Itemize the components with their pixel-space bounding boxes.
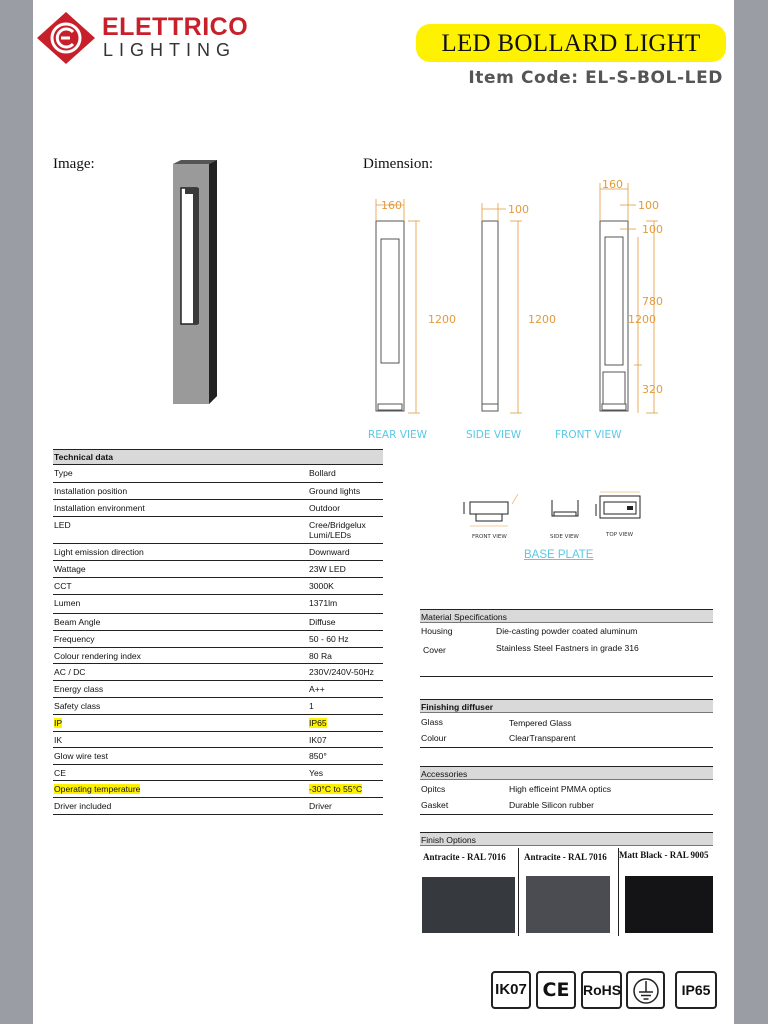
- finish-options-title: Finish Options: [420, 832, 713, 846]
- technical-row-value: A++: [309, 684, 325, 694]
- material-row-key: Housing: [421, 626, 453, 636]
- technical-row-key: Safety class: [54, 701, 101, 711]
- technical-row: [53, 715, 383, 732]
- finish-label: Antracite - RAL 7016: [524, 852, 607, 862]
- accessories-row-key: Gasket: [421, 800, 449, 810]
- divider: [518, 848, 519, 936]
- technical-row-value: 3000K: [309, 581, 334, 591]
- technical-row-value: Yes: [309, 768, 324, 778]
- technical-row-value: 1: [309, 701, 314, 711]
- technical-row-value: Driver: [309, 801, 332, 811]
- finishing-row-value: ClearTransparent: [509, 733, 576, 743]
- divider: [420, 676, 713, 677]
- front-depth-label: 100: [638, 199, 659, 212]
- technical-row-value: 50 - 60 Hz: [309, 634, 349, 644]
- technical-row-key: Energy class: [54, 684, 104, 694]
- technical-row-value: Bollard: [309, 468, 336, 478]
- image-heading: Image:: [53, 156, 95, 172]
- technical-row-key: Colour rendering index: [54, 651, 141, 661]
- technical-row: [53, 517, 383, 544]
- technical-row-key: Glow wire test: [54, 751, 108, 761]
- technical-row: [53, 614, 383, 631]
- accessories-row-key: Opitcs: [421, 784, 446, 794]
- accessories-row-value: High efficeint PMMA optics: [509, 784, 612, 794]
- rear-view-label: REAR VIEW: [368, 429, 428, 441]
- technical-row-key: CCT: [54, 581, 72, 591]
- technical-row-value: Downward: [309, 547, 350, 557]
- ce-cert-icon: CE: [536, 971, 576, 1009]
- finish-swatch: [526, 876, 610, 933]
- technical-row-value: Cree/Bridgelux Lumi/LEDs: [309, 520, 366, 540]
- brand-sub: LIGHTING: [103, 40, 237, 60]
- front-window-label: 780: [642, 295, 663, 308]
- divider: [420, 747, 713, 748]
- technical-row-key: IP: [54, 718, 63, 728]
- bollard-image: [163, 160, 223, 406]
- finish-label: Antracite - RAL 7016: [423, 852, 506, 862]
- front-base-label: 320: [642, 383, 663, 396]
- logo-icon: [37, 12, 95, 64]
- technical-row: [53, 781, 383, 798]
- divider: [618, 848, 619, 936]
- technical-row-value: 23W LED: [309, 564, 346, 574]
- technical-row: [53, 578, 383, 595]
- technical-row-key: Operating temperature: [54, 784, 141, 794]
- item-code: Item Code: EL-S-BOL-LED: [468, 68, 723, 88]
- finish-label: Matt Black - RAL 9005: [619, 850, 709, 860]
- technical-row: [53, 544, 383, 561]
- technical-row-key: AC / DC: [54, 667, 86, 677]
- bp-front-label: FRONT VIEW: [472, 534, 507, 540]
- technical-row: [53, 798, 383, 815]
- finish-swatch: [422, 877, 515, 933]
- technical-row: [53, 483, 383, 500]
- technical-row-value: Diffuse: [309, 617, 336, 627]
- front-depth2-label: 100: [642, 223, 663, 236]
- technical-row-key: Driver included: [54, 801, 112, 811]
- technical-row: [53, 500, 383, 517]
- technical-row: [53, 561, 383, 578]
- technical-row: [53, 732, 383, 748]
- accessories-title: Accessories: [420, 766, 713, 780]
- material-spec-title: Material Specifications: [420, 609, 713, 623]
- bp-side-label: SIDE VIEW: [550, 534, 579, 540]
- material-row-key: Cover: [423, 645, 446, 655]
- technical-row-key: Lumen: [54, 598, 81, 608]
- technical-row-value: Outdoor: [309, 503, 341, 513]
- technical-row-value: Ground lights: [309, 486, 361, 496]
- technical-row: [53, 698, 383, 715]
- technical-row: [53, 648, 383, 664]
- technical-row-value: 1371lm: [309, 598, 338, 608]
- technical-row-key: Wattage: [54, 564, 86, 574]
- product-title: LED BOLLARD LIGHT: [416, 24, 726, 62]
- ik07-cert-icon: IK07: [491, 971, 531, 1009]
- technical-row-value: IP65: [309, 718, 327, 728]
- technical-row-value: 230V/240V-50Hz: [309, 667, 374, 677]
- technical-row-value: 80 Ra: [309, 651, 332, 661]
- technical-row-key: Type: [54, 468, 73, 478]
- technical-row: [53, 748, 383, 765]
- technical-row-key: Installation position: [54, 486, 128, 496]
- finishing-row-value: Tempered Glass: [509, 718, 572, 728]
- rear-height-label: 1200: [428, 313, 456, 326]
- rear-width-label: 160: [381, 199, 402, 212]
- technical-row: [53, 664, 383, 681]
- dimension-heading: Dimension:: [363, 156, 433, 172]
- technical-row-key: IK: [54, 735, 63, 745]
- material-row-value: Stainless Steel Fastners in grade 316: [496, 643, 639, 653]
- side-width-label: 100: [508, 203, 529, 216]
- finishing-title: Finishing diffuser: [420, 699, 713, 713]
- technical-row: [53, 595, 383, 614]
- dimension-drawing: [358, 173, 668, 448]
- technical-row-key: LED: [54, 520, 71, 530]
- technical-row: [53, 681, 383, 698]
- technical-row-key: CE: [54, 768, 66, 778]
- technical-data-table: [53, 449, 383, 815]
- technical-data-title: Technical data: [53, 449, 383, 465]
- accessories-row-value: Durable Silicon rubber: [509, 800, 595, 810]
- ip65-cert-icon: IP65: [675, 971, 717, 1009]
- technical-row-value: 850°: [309, 751, 327, 761]
- divider: [420, 814, 713, 815]
- material-row-value: Die-casting powder coated aluminum: [496, 626, 638, 636]
- brand-name: ELETTRICO: [102, 13, 249, 41]
- front-height-label: 1200: [628, 313, 656, 326]
- front-top-width-label: 160: [602, 178, 623, 191]
- technical-row-key: Light emission direction: [54, 547, 144, 557]
- technical-row-value: -30°C to 55°C: [309, 784, 363, 794]
- finishing-row-key: Colour: [421, 733, 447, 743]
- technical-row-value: IK07: [309, 735, 327, 745]
- rohs-cert-icon: RoHS: [581, 971, 622, 1009]
- datasheet-page: [33, 0, 734, 1024]
- earth-cert-icon: [626, 971, 665, 1009]
- finishing-row-key: Glass: [421, 717, 443, 727]
- side-view-label: SIDE VIEW: [466, 429, 522, 441]
- technical-row: [53, 765, 383, 781]
- bp-top-label: TOP VIEW: [606, 532, 634, 538]
- technical-row-key: Installation environment: [54, 503, 145, 513]
- technical-row: [53, 631, 383, 648]
- technical-row-key: Frequency: [54, 634, 95, 644]
- base-plate-label: BASE PLATE: [524, 549, 594, 561]
- side-height-label: 1200: [528, 313, 556, 326]
- front-view-label: FRONT VIEW: [555, 429, 622, 441]
- technical-row: [53, 465, 383, 483]
- finish-swatch: [625, 876, 713, 933]
- technical-row-key: Beam Angle: [54, 617, 101, 627]
